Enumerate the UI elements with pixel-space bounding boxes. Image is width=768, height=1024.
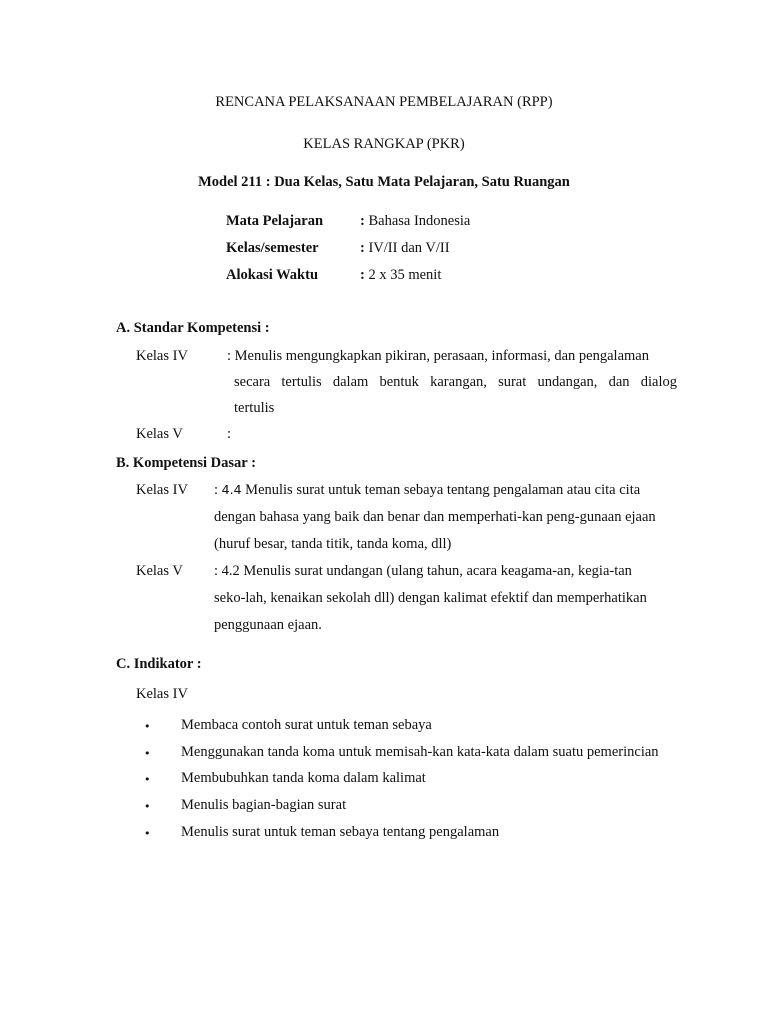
indicator-item: Menulis bagian-bagian surat [181, 797, 347, 813]
indicator-item: Menggunakan tanda koma untuk memisah-kan kata-kata dalam suatu pemerincian [181, 744, 659, 760]
document-title: RENCANA PELAKSANAAN PEMBELAJARAN (RPP) [215, 94, 553, 110]
info-value-text: Bahasa Indonesia [364, 213, 471, 229]
section-b-kd-number: 4.4 [221, 482, 242, 497]
indicator-item: Menulis surat untuk teman sebaya tentang pengalaman [181, 824, 500, 840]
info-value-time [360, 267, 441, 284]
section-b-kelas-v-line2: seko-lah, kenaikan sekolah dll) dengan kalimat efektif dan memperhatikan [214, 590, 647, 606]
section-b-prefix: : [214, 482, 222, 498]
indicator-item: Membaca contoh surat untuk teman sebaya [181, 717, 432, 733]
section-a-kelas-v-label: Kelas V [136, 426, 183, 442]
section-b-kelas-v-line1: : 4.2 Menulis surat undangan (ulang tahun, acara keagama-an, kegia-tan [214, 563, 632, 579]
bullet-icon: • [144, 800, 151, 813]
section-a-kelas-iv-line2: secara tertulis dalam bentuk karangan, surat undangan, dan dialog [234, 374, 677, 390]
section-a-kelas-v-text: : [227, 426, 232, 442]
info-value-class [360, 240, 450, 257]
info-separator: : [360, 267, 365, 283]
section-b-heading: B. Kompetensi Dasar : [116, 455, 256, 471]
section-a-heading: A. Standar Kompetensi : [116, 320, 270, 336]
section-a-kelas-iv-line3: tertulis [234, 400, 275, 416]
section-c-kelas-label: Kelas IV [136, 686, 188, 702]
info-label-subject: Mata Pelajaran [226, 213, 324, 229]
info-value-text: 2 x 35 menit [364, 267, 442, 283]
model-line: Model 211 : Dua Kelas, Satu Mata Pelajaran, Satu Ruangan [198, 174, 570, 190]
info-label-time: Alokasi Waktu [226, 267, 319, 283]
indicator-item: Membubuhkan tanda koma dalam kalimat [181, 770, 426, 786]
bullet-icon: • [144, 720, 151, 733]
document-subtitle: KELAS RANGKAP (PKR) [303, 136, 465, 152]
section-b-kelas-iv-label: Kelas IV [136, 482, 188, 498]
info-separator: : [360, 213, 365, 229]
section-b-kelas-iv-text: Menulis surat untuk teman sebaya tentang pengalaman atau cita cita [241, 482, 641, 498]
info-separator: : [360, 240, 365, 256]
bullet-icon: • [144, 747, 151, 760]
info-value-subject [360, 213, 470, 230]
section-b-kelas-v-label: Kelas V [136, 563, 183, 579]
info-value-text: IV/II dan V/II [364, 240, 450, 256]
info-label-class: Kelas/semester [226, 240, 319, 256]
section-b-kelas-iv-line2: dengan bahasa yang baik dan benar dan memperhati-kan peng-gunaan ejaan [214, 509, 656, 525]
bullet-icon: • [144, 827, 151, 840]
bullet-icon: • [144, 773, 151, 786]
section-a-kelas-iv-label: Kelas IV [136, 348, 188, 364]
section-b-kelas-iv-line3: (huruf besar, tanda titik, tanda koma, dll) [214, 536, 452, 552]
section-b-kelas-iv-line1 [214, 482, 640, 499]
section-b-kelas-v-line3: penggunaan ejaan. [214, 617, 322, 633]
section-a-kelas-iv-line1: : Menulis mengungkapkan pikiran, perasaan, informasi, dan pengalaman [227, 348, 649, 364]
section-c-heading: C. Indikator : [116, 656, 202, 672]
